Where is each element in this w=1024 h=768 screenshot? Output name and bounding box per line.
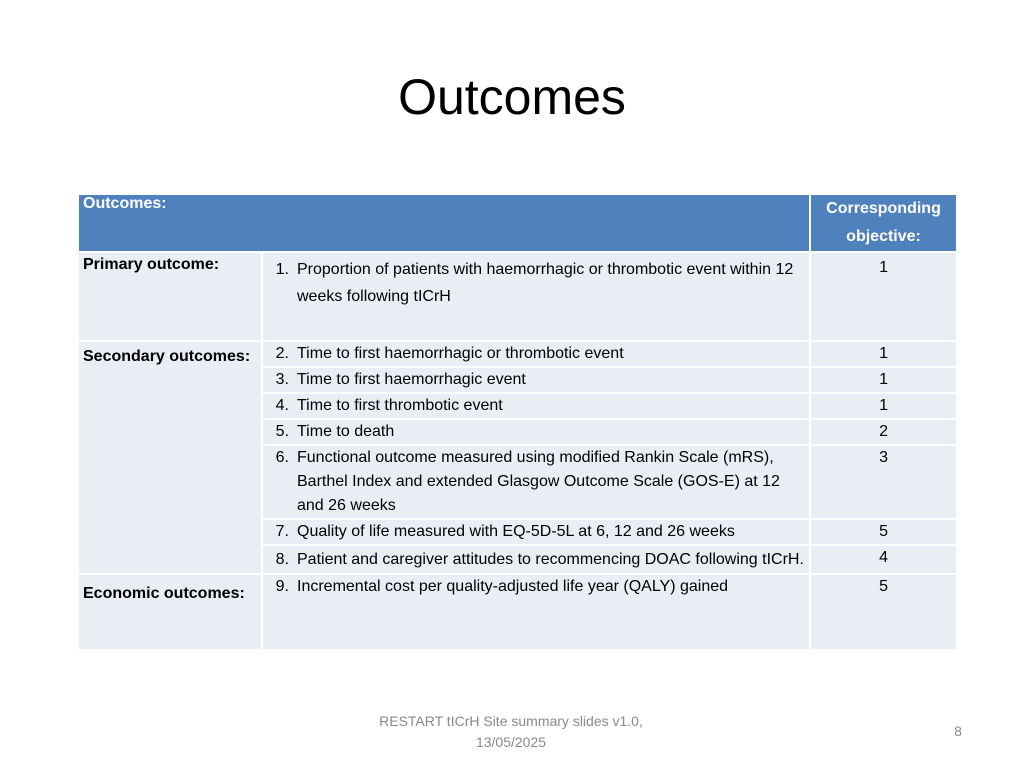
objective-value: 1 — [879, 371, 888, 388]
item-text: Time to first haemorrhagic event — [297, 371, 526, 388]
outcome-description — [262, 367, 810, 393]
item-text: Time to first thrombotic event — [297, 397, 503, 414]
outcome-description — [262, 419, 810, 445]
item-text: Incremental cost per quality-adjusted life year (QALY) gained — [297, 578, 729, 595]
item-number: 4. — [275, 397, 289, 414]
objective-value: 1 — [879, 345, 888, 362]
table-row — [78, 341, 957, 367]
outcome-description — [262, 519, 810, 545]
objective-cell — [810, 445, 957, 519]
table-header-row — [78, 194, 957, 252]
item-text: Quality of life measured with EQ-5D-5L at 6, 12 and 26 weeks — [297, 523, 735, 540]
objective-cell — [810, 519, 957, 545]
slide-title: Outcomes — [398, 69, 626, 125]
objective-value: 3 — [879, 449, 888, 466]
table-row — [78, 574, 957, 650]
outcome-description — [262, 445, 810, 519]
item-number: 9. — [275, 578, 289, 595]
item-number: 1. — [275, 261, 289, 278]
item-number: 8. — [275, 551, 289, 568]
objective-value: 2 — [879, 423, 888, 440]
item-number: 3. — [275, 371, 289, 388]
objective-value: 5 — [879, 578, 888, 595]
item-text: Time to death — [297, 423, 395, 440]
economic-outcomes-label: Economic outcomes: — [78, 574, 262, 650]
objective-value: 5 — [879, 523, 888, 540]
outcomes-table — [77, 193, 958, 651]
outcome-description — [262, 545, 810, 574]
objective-cell — [810, 341, 957, 367]
objective-cell — [810, 574, 957, 650]
table-row — [78, 252, 957, 341]
outcome-description — [262, 341, 810, 367]
objective-cell — [810, 252, 957, 341]
item-number: 2. — [275, 345, 289, 362]
item-text: Patient and caregiver attitudes to recommencing DOAC following tICrH. — [297, 551, 804, 568]
header-outcomes: Outcomes: — [78, 194, 810, 252]
outcome-description — [262, 393, 810, 419]
page-number: 8 — [954, 723, 962, 739]
outcome-description — [262, 574, 810, 650]
header-objective: Corresponding objective: — [810, 194, 957, 252]
item-text: Functional outcome measured using modified Rankin Scale (mRS), Barthel Index and extended Glasgow Outcome Scale (GOS-E) at 12 and 26 weeks — [297, 449, 780, 514]
objective-value: 4 — [879, 549, 888, 566]
objective-cell — [810, 367, 957, 393]
objective-cell — [810, 419, 957, 445]
item-number: 6. — [275, 449, 289, 466]
footer-text: RESTART tICrH Site summary slides v1.0, 13/05/2025 — [379, 713, 643, 750]
item-text: Proportion of patients with haemorrhagic or thrombotic event within 12 weeks following tICrH — [297, 261, 794, 305]
item-number: 5. — [275, 423, 289, 440]
item-number: 7. — [275, 523, 289, 540]
item-text: Time to first haemorrhagic or thrombotic event — [297, 345, 624, 362]
objective-value: 1 — [879, 259, 888, 276]
outcome-description — [262, 252, 810, 341]
objective-value: 1 — [879, 397, 888, 414]
objective-cell — [810, 393, 957, 419]
primary-outcome-label: Primary outcome: — [78, 252, 262, 341]
secondary-outcomes-label: Secondary outcomes: — [78, 341, 262, 574]
objective-cell — [810, 545, 957, 574]
